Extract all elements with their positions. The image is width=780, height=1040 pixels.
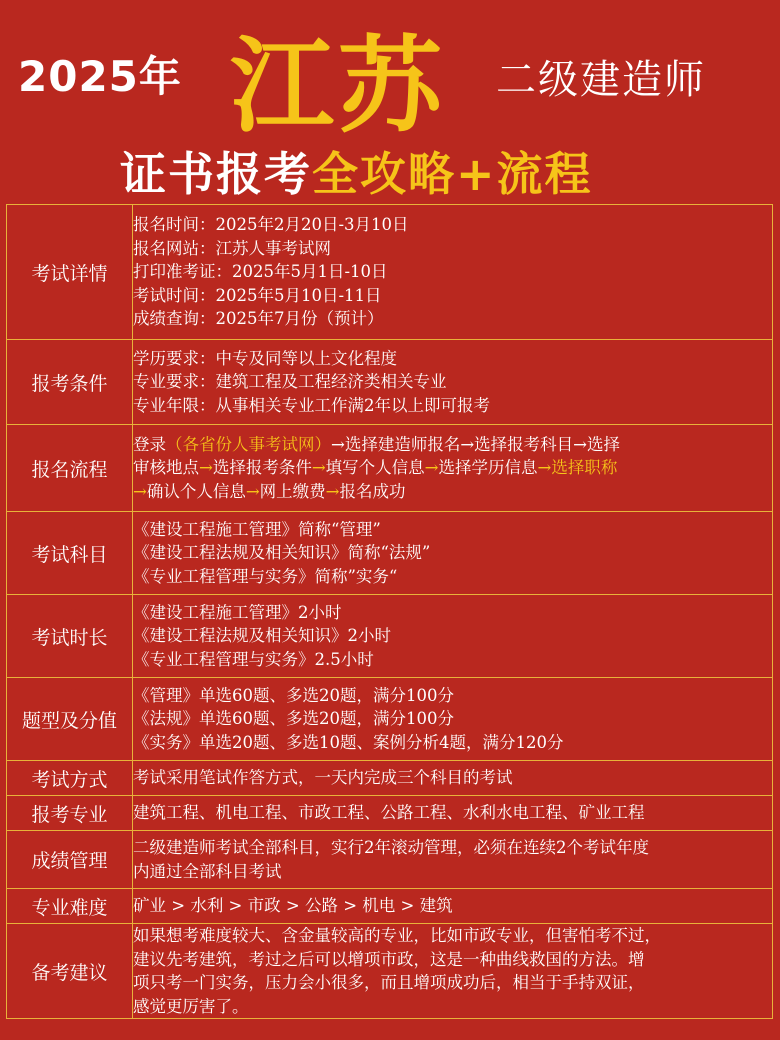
info-row bbox=[7, 924, 773, 1019]
row-content bbox=[133, 340, 773, 425]
row-label: 考试方式 bbox=[7, 761, 133, 796]
flow-highlight-text: → bbox=[199, 458, 213, 478]
row-label: 成绩管理 bbox=[7, 831, 133, 889]
content-line: 学历要求：中专及同等以上文化程度 bbox=[133, 348, 397, 368]
row-label: 考试时长 bbox=[7, 595, 133, 678]
poster-subtitle bbox=[120, 138, 593, 204]
content-line: 成绩查询：2025年7月份（预计） bbox=[133, 309, 384, 329]
info-row bbox=[7, 889, 773, 924]
row-content bbox=[133, 425, 773, 512]
row-content bbox=[133, 924, 773, 1019]
poster-header bbox=[0, 0, 780, 205]
flow-text: 报名成功 bbox=[339, 481, 406, 501]
row-content bbox=[133, 761, 773, 796]
row-label: 报名流程 bbox=[7, 425, 133, 512]
content-line: 《管理》单选60题、多选20题，满分100分 bbox=[133, 685, 454, 705]
content-line: 项只考一门实务，压力会小很多，而且增项成功后，相当于手持双证， bbox=[133, 973, 645, 992]
content-line: 《建设工程施工管理》简称“管理” bbox=[133, 519, 381, 539]
info-row bbox=[7, 678, 773, 761]
content-line: 考试时间：2025年5月10日-11日 bbox=[133, 285, 382, 305]
flow-highlight-text: → bbox=[537, 458, 552, 478]
content-line: 报名时间：2025年2月20日-3月10日 bbox=[133, 215, 409, 235]
content-line: 建筑工程、机电工程、市政工程、公路工程、水利水电工程、矿业工程 bbox=[133, 803, 645, 823]
flow-text: 审核地点 bbox=[133, 458, 199, 478]
row-label: 题型及分值 bbox=[7, 678, 133, 761]
content-line: 内通过全部科目考试 bbox=[133, 861, 282, 881]
flow-text: 选择报考条件 bbox=[212, 458, 312, 478]
flow-highlight-text: → bbox=[311, 458, 326, 478]
content-line: 《建设工程施工管理》2小时 bbox=[133, 602, 342, 622]
row-label: 专业难度 bbox=[7, 889, 133, 924]
flow-text: 选择学历信息 bbox=[438, 458, 538, 478]
content-line: 专业年限：从事相关专业工作满2年以上即可报考 bbox=[133, 395, 490, 415]
row-label: 报考专业 bbox=[7, 796, 133, 831]
content-line: 专业要求：建筑工程及工程经济类相关专业 bbox=[133, 372, 447, 392]
content-line: 报名网站：江苏人事考试网 bbox=[133, 238, 331, 258]
row-label: 备考建议 bbox=[7, 924, 133, 1019]
info-row bbox=[7, 761, 773, 796]
flow-highlight-text: → bbox=[133, 481, 147, 501]
row-label: 报考条件 bbox=[7, 340, 133, 425]
flow-text: 登录 bbox=[133, 434, 166, 454]
info-row bbox=[7, 425, 773, 512]
info-row bbox=[7, 595, 773, 678]
row-content bbox=[133, 512, 773, 595]
subtitle-gold-part: 全攻略+流程 bbox=[312, 147, 593, 201]
content-line: 建议先考建筑，考过之后可以增项市政，这是一种曲线救国的方法。增 bbox=[133, 949, 645, 969]
info-table bbox=[6, 204, 773, 1019]
flow-highlight-text: → bbox=[245, 481, 260, 501]
row-label: 考试详情 bbox=[7, 205, 133, 340]
flow-text: 确认个人信息 bbox=[146, 481, 246, 501]
flow-line bbox=[133, 433, 772, 457]
flow-highlight-text: 选择职称 bbox=[551, 458, 618, 478]
flow-text: 网上缴费 bbox=[259, 481, 326, 501]
content-line: 《法规》单选60题、多选20题，满分100分 bbox=[133, 709, 454, 729]
flow-highlight-text: （各省份人事考试网） bbox=[166, 434, 331, 454]
year-title: 2025年 bbox=[18, 52, 182, 101]
content-line: 《专业工程管理与实务》简称”实务“ bbox=[133, 566, 398, 586]
content-line: 《建设工程法规及相关知识》简称“法规” bbox=[133, 543, 431, 563]
flow-text: 填写个人信息 bbox=[325, 458, 425, 478]
info-row bbox=[7, 512, 773, 595]
info-row bbox=[7, 831, 773, 889]
row-content bbox=[133, 796, 773, 831]
row-content bbox=[133, 831, 773, 889]
content-line: 《专业工程管理与实务》2.5小时 bbox=[133, 649, 374, 669]
content-line: 考试采用笔试作答方式，一天内完成三个科目的考试 bbox=[133, 768, 513, 788]
content-line: 二级建造师考试全部科目，实行2年滚动管理，必须在连续2个考试年度 bbox=[133, 838, 649, 857]
flow-highlight-text: → bbox=[424, 458, 439, 478]
content-line: 《实务》单选20题、多选10题、案例分析4题，满分120分 bbox=[133, 732, 564, 752]
content-line: 矿业 > 水利 > 市政 > 公路 > 机电 > 建筑 bbox=[133, 896, 453, 916]
province-title: 江苏 bbox=[230, 25, 447, 147]
content-line: 《建设工程法规及相关知识》2小时 bbox=[133, 626, 391, 646]
row-label: 考试科目 bbox=[7, 512, 133, 595]
content-line: 打印准考证：2025年5月1日-10日 bbox=[133, 262, 388, 282]
flow-line bbox=[133, 456, 772, 480]
row-content bbox=[133, 205, 773, 340]
flow-text: →选择建造师报名→选择报考科目→选择 bbox=[331, 434, 620, 454]
flow-highlight-text: → bbox=[325, 481, 340, 501]
level-title: 二级建造师 bbox=[496, 57, 706, 103]
info-row bbox=[7, 340, 773, 425]
row-content bbox=[133, 889, 773, 924]
content-line: 感觉更厉害了。 bbox=[133, 996, 249, 1016]
info-row bbox=[7, 205, 773, 340]
info-row bbox=[7, 796, 773, 831]
row-content bbox=[133, 678, 773, 761]
subtitle-white-part: 证书报考 bbox=[120, 147, 312, 201]
flow-line bbox=[133, 480, 772, 504]
content-line: 如果想考难度较大、含金量较高的专业，比如市政专业，但害怕考不过， bbox=[133, 926, 661, 945]
row-content bbox=[133, 595, 773, 678]
